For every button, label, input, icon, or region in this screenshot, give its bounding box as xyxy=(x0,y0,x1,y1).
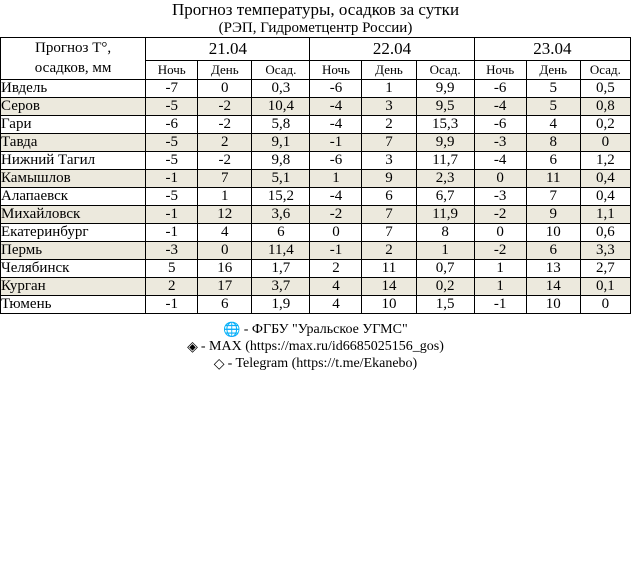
table-row xyxy=(1,151,631,169)
value-cell: 4 xyxy=(198,223,252,241)
corner-header-line1: Прогноз Т°, xyxy=(35,40,112,56)
city-name: Гари xyxy=(1,115,146,133)
value-cell: 10 xyxy=(526,295,580,313)
city-name: Тавда xyxy=(1,133,146,151)
value-cell: 10 xyxy=(362,295,416,313)
value-cell: 5,8 xyxy=(252,115,310,133)
value-cell: 1,5 xyxy=(416,295,474,313)
value-cell: 9,9 xyxy=(416,133,474,151)
value-cell: 7 xyxy=(362,133,416,151)
table-row xyxy=(1,295,631,313)
city-name: Нижний Тагил xyxy=(1,151,146,169)
city-name: Ивдель xyxy=(1,79,146,97)
value-cell: -5 xyxy=(146,133,198,151)
value-cell: -2 xyxy=(198,151,252,169)
footer-telegram-text[interactable]: - Telegram (https://t.me/Ekanebo) xyxy=(227,355,418,371)
value-cell: 0,4 xyxy=(580,169,630,187)
value-cell: 0,7 xyxy=(416,259,474,277)
table-row xyxy=(1,79,631,97)
value-cell: -4 xyxy=(474,97,526,115)
value-cell: -2 xyxy=(198,97,252,115)
value-cell: 0 xyxy=(580,133,630,151)
globe-icon: 🌐 xyxy=(223,322,241,338)
subheader-day-1: День xyxy=(362,60,416,79)
value-cell: 2 xyxy=(362,115,416,133)
footer-row-telegram xyxy=(1,356,631,373)
footer-row-agency xyxy=(1,322,631,339)
value-cell: -4 xyxy=(310,97,362,115)
value-cell: -6 xyxy=(310,79,362,97)
corner-header-line2: осадков, мм xyxy=(34,60,112,77)
value-cell: -1 xyxy=(146,169,198,187)
value-cell: 5,1 xyxy=(252,169,310,187)
value-cell: 0,2 xyxy=(416,277,474,295)
value-cell: 0 xyxy=(580,295,630,313)
value-cell: 2 xyxy=(146,277,198,295)
date-header-1: 22.04 xyxy=(310,38,474,61)
table-row xyxy=(1,205,631,223)
value-cell: 15,2 xyxy=(252,187,310,205)
subheader-night-1: Ночь xyxy=(310,60,362,79)
value-cell: 6 xyxy=(198,295,252,313)
subheader-precip-2: Осад. xyxy=(580,60,630,79)
city-name: Екатеринбург xyxy=(1,223,146,241)
value-cell: 1,9 xyxy=(252,295,310,313)
value-cell: 10,4 xyxy=(252,97,310,115)
value-cell: 2 xyxy=(362,241,416,259)
city-name: Курган xyxy=(1,277,146,295)
value-cell: 6 xyxy=(526,241,580,259)
value-cell: 7 xyxy=(198,169,252,187)
value-cell: 14 xyxy=(526,277,580,295)
value-cell: 1,2 xyxy=(580,151,630,169)
value-cell: 16 xyxy=(198,259,252,277)
value-cell: 1,1 xyxy=(580,205,630,223)
footer-spacer xyxy=(1,313,631,322)
page-subtitle: (РЭП, Гидрометцентр России) xyxy=(218,20,413,36)
value-cell: 9 xyxy=(362,169,416,187)
value-cell: -4 xyxy=(474,151,526,169)
value-cell: 5 xyxy=(526,97,580,115)
value-cell: -6 xyxy=(310,151,362,169)
value-cell: 1,7 xyxy=(252,259,310,277)
date-header-2: 23.04 xyxy=(474,38,630,61)
city-name: Пермь xyxy=(1,241,146,259)
table-row xyxy=(1,277,631,295)
value-cell: 11,9 xyxy=(416,205,474,223)
value-cell: -1 xyxy=(474,295,526,313)
value-cell: 5 xyxy=(526,79,580,97)
value-cell: 0,3 xyxy=(252,79,310,97)
footer-agency-text: - ФГБУ "Уральское УГМС" xyxy=(243,321,408,337)
value-cell: -1 xyxy=(146,223,198,241)
value-cell: 7 xyxy=(362,205,416,223)
value-cell: -7 xyxy=(146,79,198,97)
table-row xyxy=(1,97,631,115)
city-name: Камышлов xyxy=(1,169,146,187)
footer-row-max xyxy=(1,339,631,356)
value-cell: 4 xyxy=(310,295,362,313)
value-cell: 1 xyxy=(198,187,252,205)
value-cell: -3 xyxy=(474,187,526,205)
value-cell: 1 xyxy=(474,259,526,277)
value-cell: 2 xyxy=(310,259,362,277)
subtitle-row xyxy=(1,20,631,38)
date-header-0: 21.04 xyxy=(146,38,310,61)
value-cell: 6 xyxy=(252,223,310,241)
value-cell: 2,3 xyxy=(416,169,474,187)
date-header-row xyxy=(1,38,631,61)
city-name: Серов xyxy=(1,97,146,115)
subheader-precip-1: Осад. xyxy=(416,60,474,79)
value-cell: -1 xyxy=(146,295,198,313)
value-cell: 3 xyxy=(362,97,416,115)
value-cell: 0,6 xyxy=(580,223,630,241)
value-cell: -1 xyxy=(310,241,362,259)
table-row xyxy=(1,133,631,151)
value-cell: 6 xyxy=(526,151,580,169)
subheader-day-0: День xyxy=(198,60,252,79)
value-cell: 15,3 xyxy=(416,115,474,133)
value-cell: 0,2 xyxy=(580,115,630,133)
table-row xyxy=(1,241,631,259)
value-cell: 3,7 xyxy=(252,277,310,295)
value-cell: 0,1 xyxy=(580,277,630,295)
value-cell: 2 xyxy=(198,133,252,151)
city-name: Тюмень xyxy=(1,295,146,313)
table-row xyxy=(1,223,631,241)
value-cell: -6 xyxy=(474,79,526,97)
value-cell: 3,6 xyxy=(252,205,310,223)
value-cell: -4 xyxy=(310,187,362,205)
telegram-diamond-icon: ◇ xyxy=(213,356,225,372)
value-cell: 1 xyxy=(416,241,474,259)
value-cell: 9,8 xyxy=(252,151,310,169)
corner-header xyxy=(1,38,146,80)
subheader-day-2: День xyxy=(526,60,580,79)
value-cell: -1 xyxy=(146,205,198,223)
page-title: Прогноз температуры, осадков за сутки xyxy=(171,0,460,19)
value-cell: 7 xyxy=(362,223,416,241)
value-cell: 8 xyxy=(416,223,474,241)
value-cell: 0 xyxy=(198,241,252,259)
value-cell: 7 xyxy=(526,187,580,205)
value-cell: -5 xyxy=(146,97,198,115)
value-cell: 9,1 xyxy=(252,133,310,151)
value-cell: 13 xyxy=(526,259,580,277)
value-cell: 3 xyxy=(362,151,416,169)
value-cell: -2 xyxy=(310,205,362,223)
value-cell: 9,9 xyxy=(416,79,474,97)
subheader-precip-0: Осад. xyxy=(252,60,310,79)
value-cell: 9,5 xyxy=(416,97,474,115)
value-cell: -3 xyxy=(146,241,198,259)
table-row xyxy=(1,259,631,277)
value-cell: 4 xyxy=(310,277,362,295)
value-cell: 9 xyxy=(526,205,580,223)
value-cell: -5 xyxy=(146,187,198,205)
value-cell: 0 xyxy=(474,169,526,187)
value-cell: 1 xyxy=(474,277,526,295)
value-cell: 5 xyxy=(146,259,198,277)
value-cell: 11 xyxy=(526,169,580,187)
value-cell: 2,7 xyxy=(580,259,630,277)
value-cell: 0 xyxy=(474,223,526,241)
city-name: Челябинск xyxy=(1,259,146,277)
value-cell: 1 xyxy=(362,79,416,97)
value-cell: 3,3 xyxy=(580,241,630,259)
subheader-night-2: Ночь xyxy=(474,60,526,79)
table-row xyxy=(1,187,631,205)
value-cell: 6 xyxy=(362,187,416,205)
value-cell: 10 xyxy=(526,223,580,241)
table-row xyxy=(1,115,631,133)
value-cell: 11,7 xyxy=(416,151,474,169)
value-cell: 0 xyxy=(310,223,362,241)
value-cell: 14 xyxy=(362,277,416,295)
value-cell: -6 xyxy=(146,115,198,133)
city-name: Михайловск xyxy=(1,205,146,223)
value-cell: 6,7 xyxy=(416,187,474,205)
value-cell: -2 xyxy=(198,115,252,133)
value-cell: 17 xyxy=(198,277,252,295)
value-cell: 0,4 xyxy=(580,187,630,205)
value-cell: -2 xyxy=(474,241,526,259)
value-cell: 11,4 xyxy=(252,241,310,259)
value-cell: 12 xyxy=(198,205,252,223)
max-diamond-icon: ◈ xyxy=(187,339,198,355)
value-cell: -3 xyxy=(474,133,526,151)
value-cell: -5 xyxy=(146,151,198,169)
value-cell: 0 xyxy=(198,79,252,97)
title-row xyxy=(1,0,631,20)
value-cell: -4 xyxy=(310,115,362,133)
subheader-night-0: Ночь xyxy=(146,60,198,79)
value-cell: -6 xyxy=(474,115,526,133)
value-cell: -1 xyxy=(310,133,362,151)
value-cell: 1 xyxy=(310,169,362,187)
value-cell: 4 xyxy=(526,115,580,133)
value-cell: 0,5 xyxy=(580,79,630,97)
table-row xyxy=(1,169,631,187)
value-cell: -2 xyxy=(474,205,526,223)
value-cell: 0,8 xyxy=(580,97,630,115)
value-cell: 8 xyxy=(526,133,580,151)
value-cell: 11 xyxy=(362,259,416,277)
footer-max-text[interactable]: - MAX (https://max.ru/id6685025156_gos) xyxy=(200,338,444,354)
city-name: Алапаевск xyxy=(1,187,146,205)
